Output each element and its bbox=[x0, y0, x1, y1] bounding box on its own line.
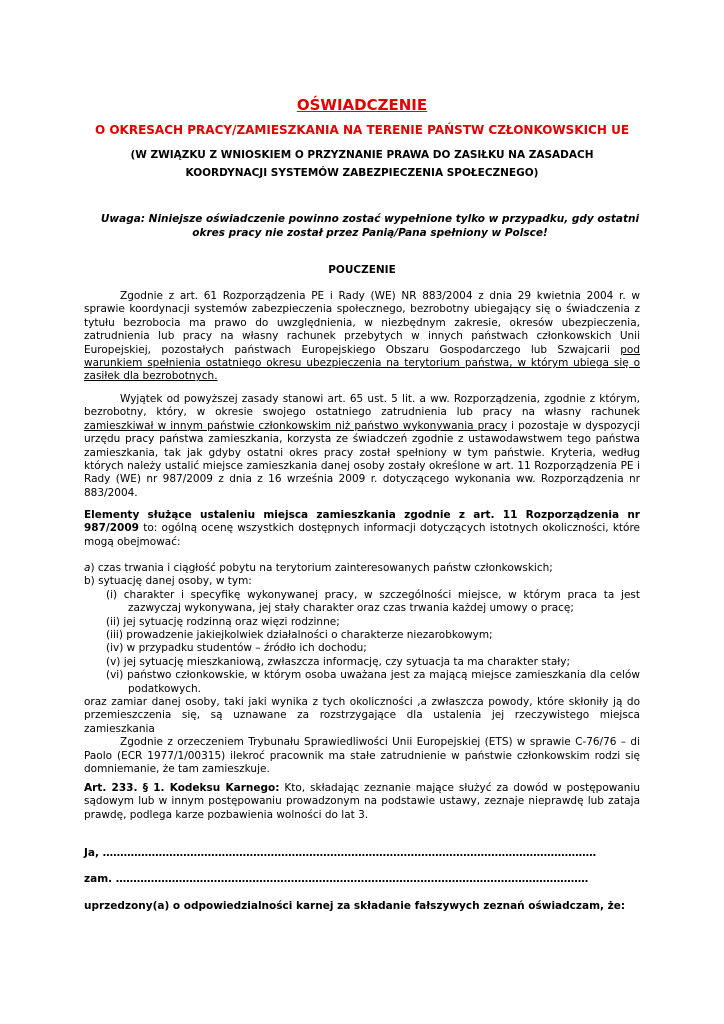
penal-code-text: Kto, składając zeznanie mające służyć za dowód w postępowaniu sądowym lub w innym postępowaniu prowadzonym na podstawie ustawy, zeznaje nieprawdę lub zataja prawdę, podlega karze pozbawienia wolności do lat 3. bbox=[84, 782, 640, 821]
address-field-line[interactable]: zam. ……………………………………………………………………………………………………………………… bbox=[84, 873, 589, 885]
list-subitem: (v) jej sytuację mieszkaniową, zwłaszcza informację, czy sytuacja ta ma charakter stały; bbox=[106, 655, 570, 668]
document-subtitle-context bbox=[100, 146, 624, 182]
court-ruling bbox=[84, 736, 640, 776]
pouczenie-p1-text: Zgodnie z art. 61 Rozporządzenia PE i Rady (WE) NR 883/2004 z dnia 29 kwietnia 2004 r. w sprawie koordynacji systemów zabezpieczenia społecznego, bezrobotny ubiegający się o świadczenia z tytułu bezrobocia ma prawo do uwzględnienia, w niezbędnym zakresie, okresów ubezpieczenia, zatrudnienia lub pracy na własny rachunek przebytych w innych państwach członkowskich Unii Europejskiej, pozostałych państwach Europejskiego Obszaru Gospodarczego lub Szwajcarii bbox=[84, 290, 640, 356]
warning-note-line-2: okres pracy nie został przez Panią/Pana spełniony w Polsce! bbox=[192, 227, 548, 239]
elements-intro bbox=[84, 509, 640, 549]
elements-intro-rest: to: ogólną ocenę wszystkich dostępnych informacji dotyczących istotnych okoliczności, które mogą obejmować: bbox=[84, 522, 640, 548]
penal-code-bold: Art. 233. § 1. Kodeksu Karnego: bbox=[84, 782, 280, 794]
list-subitem: (iv) w przypadku studentów – źródło ich dochodu; bbox=[106, 642, 367, 655]
list-item-a-prefix: a bbox=[84, 562, 91, 574]
elements-intro-bold: Elementy służące ustaleniu miejsca zamieszkania zgodnie z art. 11 Rozporządzenia nr 987/2009 bbox=[84, 509, 640, 535]
court-ruling-text: Zgodnie z orzeczeniem Trybunału Sprawiedliwości Unii Europejskiej (ETS) w sprawie C-76/76 – di Paolo (ECR 1977/1/00315) ilekroć pracownik ma stałe zatrudnienie w państwie członkowskim rodzi się domniemanie, że tam zamieszkuje. bbox=[84, 736, 640, 776]
pouczenie-p1-underlined: pod warunkiem spełnienia ostatniego okresu ubezpieczenia na terytorium państwa, w którym ubiega się o zasiłek dla bezrobotnych. bbox=[84, 343, 640, 383]
document-title: OŚWIADCZENIE bbox=[296, 96, 428, 114]
pouczenie-paragraph-2 bbox=[84, 393, 640, 500]
pouczenie-p2-text-a: Wyjątek od powyższej zasady stanowi art. 65 ust. 5 lit. a ww. Rozporządzenia, zgodnie z którym, bezrobotny, który, w okresie swojego ostatniego zatrudnienia lub pracy na własny rachunek bbox=[84, 393, 640, 419]
list-subitem: (vi) państwo członkowskie, w którym osoba uważana jest za mającą miejsce zamieszkania dla celów podatkowych. bbox=[106, 669, 640, 695]
subtitle-context-line-2: KOORDYNACJI SYSTEMÓW ZABEZPIECZENIA SPOŁECZNEGO) bbox=[185, 167, 539, 179]
list-item-b: b) sytuację danej osoby, w tym: bbox=[84, 575, 252, 588]
warning-note bbox=[100, 212, 640, 240]
list-item-a bbox=[84, 562, 640, 575]
pouczenie-p2-text-b: i pozostaje w dyspozycji urzędu pracy państwa zamieszkania, korzysta ze świadczeń zgodnie z ustawodawstwem tego państwa zamieszkania, tak jak gdyby ostatni okres pracy został spełniony w tym państwie. Kryteria, według których należy ustalić miejsce zamieszkania danej osoby zostały określone w art. 11 Rozporządzenia PE i Rady (WE) nr 987/2009 z dnia z 16 września 2009 r. dotyczącego wykonania ww. Rozporządzenia nr 883/2004. bbox=[84, 419, 640, 499]
pouczenie-p2-underlined: zamieszkiwał w innym państwie członkowskim niż państwo wykonywania pracy bbox=[84, 419, 508, 432]
pouczenie-paragraph-1 bbox=[84, 290, 640, 384]
document-subtitle: O OKRESACH PRACY/ZAMIESZKANIA NA TERENIE PAŃSTW CZŁONKOWSKICH UE bbox=[94, 123, 630, 137]
subtitle-context-line-1: (W ZWIĄZKU Z WNIOSKIEM O PRZYZNANIE PRAWA DO ZASIŁKU NA ZASADACH bbox=[130, 149, 594, 161]
elements-closing: oraz zamiar danej osoby, taki jaki wynika z tych okoliczności ,a zwłaszcza powody, które skłoniły ją do przemieszczenia się, są uznawane za rozstrzygające dla ustalenia jej rzeczywistego miejsca zamieszkania bbox=[84, 696, 640, 735]
penal-code-paragraph bbox=[84, 782, 640, 822]
list-subitem: (iii) prowadzenie jakiejkolwiek działalności o charakterze niezarobkowym; bbox=[106, 629, 493, 642]
list-item-a-text: ) czas trwania i ciągłość pobytu na terytorium zainteresowanych państw członkowskich; bbox=[90, 562, 553, 574]
list-subitem: (i) charakter i specyfikę wykonywanej pracy, w szczególności miejsce, w którym praca ta jest zazwyczaj wykonywana, jej stały charakter oraz czas trwania każdej umowy o pracę; bbox=[106, 588, 640, 615]
elements-list bbox=[84, 562, 640, 777]
list-subitem: (ii) jej sytuację rodzinną oraz więzi rodzinne; bbox=[106, 615, 340, 628]
name-field-line[interactable]: Ja, …………………………………………………………………………………………………………………………… bbox=[84, 847, 597, 859]
pouczenie-heading: POUCZENIE bbox=[328, 264, 396, 276]
declaration-statement: uprzedzony(a) o odpowiedzialności karnej za składanie fałszywych zeznań oświadczam, że: bbox=[84, 900, 626, 912]
warning-note-line-1: Uwaga: Niniejsze oświadczenie powinno zostać wypełnione tylko w przypadku, gdy ostatni bbox=[100, 213, 640, 225]
